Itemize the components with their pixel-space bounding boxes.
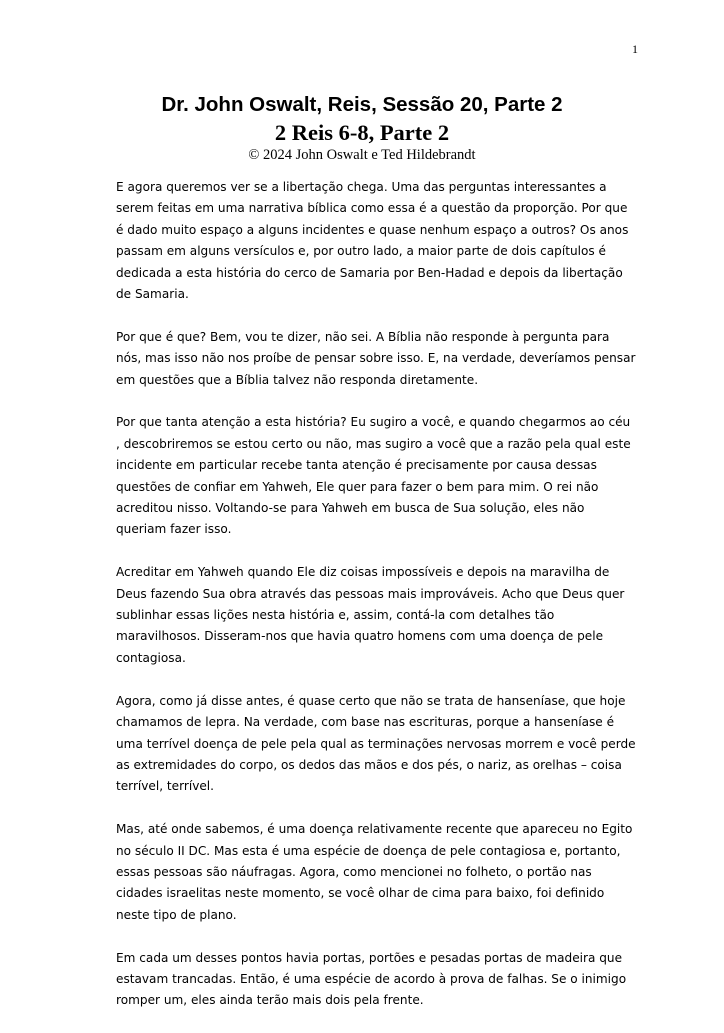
paragraph: Acreditar em Yahweh quando Ele diz coisas impossíveis e depois na maravilha de Deus fazendo Sua obra através das pessoas mais improváveis. Acho que Deus quer sublinhar essas lições nesta história e, assim, contá-la com detalhes tão maravilhosos. Disseram-nos que havia quatro homens com uma doença de pele contagiosa. [116,565,625,665]
document-title: Dr. John Oswalt, Reis, Sessão 20, Parte 2 [161,93,563,116]
paragraph: Mas, até onde sabemos, é uma doença relativamente recente que apareceu no Egito no século II DC. Mas esta é uma espécie de doença de pele contagiosa e, portanto, essas pessoas são náufragas. Agora, como mencionei no folheto, o portão nas cidades israelitas neste momento, se você olhar de cima para baixo, foi definido neste tipo de plano. [116,822,633,922]
paragraph: Por que é que? Bem, vou te dizer, não sei. A Bíblia não responde à pergunta para nós, mas isso não nos proíbe de pensar sobre isso. E, na verdade, deveríamos pensar em questões que a Bíblia talvez não responda diretamente. [116,329,636,387]
paragraph: Em cada um desses pontos havia portas, portões e pesadas portas de madeira que estavam trancadas. Então, é uma espécie de acordo à prova de falhas. Se o inimigo romper um, eles ainda terão mais dois pela frente. [116,950,627,1008]
document-header [0,92,724,164]
copyright-line: © 2024 John Oswalt e Ted Hildebrandt [248,147,476,163]
paragraph: Por que tanta atenção a esta história? Eu sugiro a você, e quando chegarmos ao céu , descobriremos se estou certo ou não, mas sugiro a você que a razão pela qual este incidente em particular recebe tanta atenção é precisamente por causa dessas questões de confiar em Yahweh, Ele quer para fazer o bem para mim. O rei não acreditou nisso. Voltando-se para Yahweh em busca de Sua solução, eles não queriam fazer isso. [116,415,631,537]
page-number: 1 [632,42,638,56]
document-body [116,177,636,1033]
paragraph: E agora queremos ver se a libertação chega. Uma das perguntas interessantes a serem feitas em uma narrativa bíblica como essa é a questão da proporção. Por que é dado muito espaço a alguns incidentes e quase nenhum espaço a outros? Os anos passam em alguns versículos e, por outro lado, a maior parte de dois capítulos é dedicada a esta história do cerco de Samaria por Ben-Hadad e depois da libertação de Samaria. [116,180,629,302]
paragraph: Agora, como já disse antes, é quase certo que não se trata de hanseníase, que hoje chamamos de lepra. Na verdade, com base nas escrituras, porque a hanseníase é uma terrível doença de pele pela qual as terminações nervosas morrem e você perde as extremidades do corpo, os dedos das mãos e dos pés, o nariz, as orelhas – coisa terrível, terrível. [116,693,636,794]
document-subtitle: 2 Reis 6-8, Parte 2 [274,120,450,145]
